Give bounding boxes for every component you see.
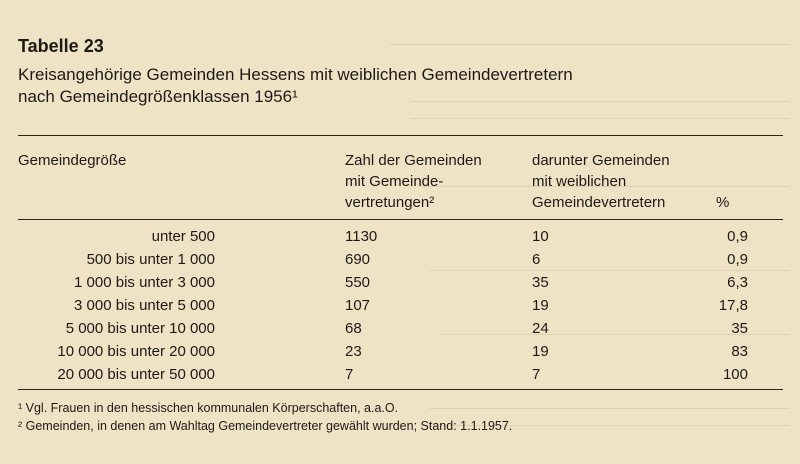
caption-line-1: Kreisangehörige Gemeinden Hessens mit weiblichen Gemeindevertretern — [18, 65, 573, 84]
table-row — [0, 248, 800, 271]
caption-line-2: nach Gemeindegrößenklassen 1956¹ — [18, 87, 298, 106]
cell-size: 20 000 bis unter 50 000 — [57, 366, 215, 383]
cell-with-women: 7 — [532, 366, 541, 383]
header-total — [345, 150, 482, 213]
cell-with-women: 10 — [532, 228, 549, 245]
header-size: Gemeindegröße — [18, 152, 127, 169]
cell-percent: 6,3 — [727, 274, 748, 291]
cell-with-women: 6 — [532, 251, 541, 268]
cell-size: 3 000 bis unter 5 000 — [74, 297, 215, 314]
cell-with-women: 19 — [532, 343, 549, 360]
cell-total: 1130 — [345, 228, 378, 245]
table-row — [0, 340, 800, 363]
table-caption — [18, 64, 573, 108]
cell-total: 550 — [345, 274, 371, 291]
cell-total: 7 — [345, 366, 354, 383]
cell-percent: 35 — [731, 320, 748, 337]
header-with-women-line-3: Gemeindevertretern — [532, 194, 666, 211]
cell-total: 107 — [345, 297, 371, 314]
cell-percent: 100 — [722, 366, 748, 383]
cell-with-women: 24 — [532, 320, 549, 337]
bottom-rule — [18, 389, 783, 390]
table-label: Tabelle 23 — [18, 36, 104, 56]
cell-percent: 0,9 — [727, 251, 748, 268]
cell-with-women: 35 — [532, 274, 549, 291]
table-row — [0, 363, 800, 386]
cell-percent: 0,9 — [727, 228, 748, 245]
cell-size: unter 500 — [151, 228, 215, 245]
footnote-2: ² Gemeinden, in denen am Wahltag Gemeindevertreter gewählt wurden; Stand: 1.1.1957. — [18, 419, 513, 433]
cell-with-women: 19 — [532, 297, 549, 314]
cell-total: 68 — [345, 320, 362, 337]
cell-size: 5 000 bis unter 10 000 — [65, 320, 215, 337]
table-row — [0, 271, 800, 294]
cell-size: 1 000 bis unter 3 000 — [74, 274, 215, 291]
top-rule — [18, 135, 783, 136]
table-row — [0, 225, 800, 248]
cell-total: 690 — [345, 251, 371, 268]
header-with-women-line-1: darunter Gemeinden — [532, 152, 670, 169]
cell-percent: 17,8 — [718, 297, 748, 314]
header-total-line-2: mit Gemeinde- — [345, 173, 444, 190]
header-percent: % — [716, 194, 730, 211]
footnote-1: ¹ Vgl. Frauen in den hessischen kommunalen Körperschaften, a.a.O. — [18, 401, 399, 415]
cell-total: 23 — [345, 343, 362, 360]
cell-size: 500 bis unter 1 000 — [86, 251, 215, 268]
header-with-women-line-2: mit weiblichen — [532, 173, 627, 190]
cell-size: 10 000 bis unter 20 000 — [57, 343, 215, 360]
table-row — [0, 317, 800, 340]
header-total-line-1: Zahl der Gemeinden — [345, 152, 482, 169]
header-rule — [18, 219, 783, 220]
table-row — [0, 294, 800, 317]
header-total-line-3: vertretungen² — [345, 194, 435, 211]
header-with-women — [532, 150, 670, 213]
cell-percent: 83 — [731, 343, 748, 360]
